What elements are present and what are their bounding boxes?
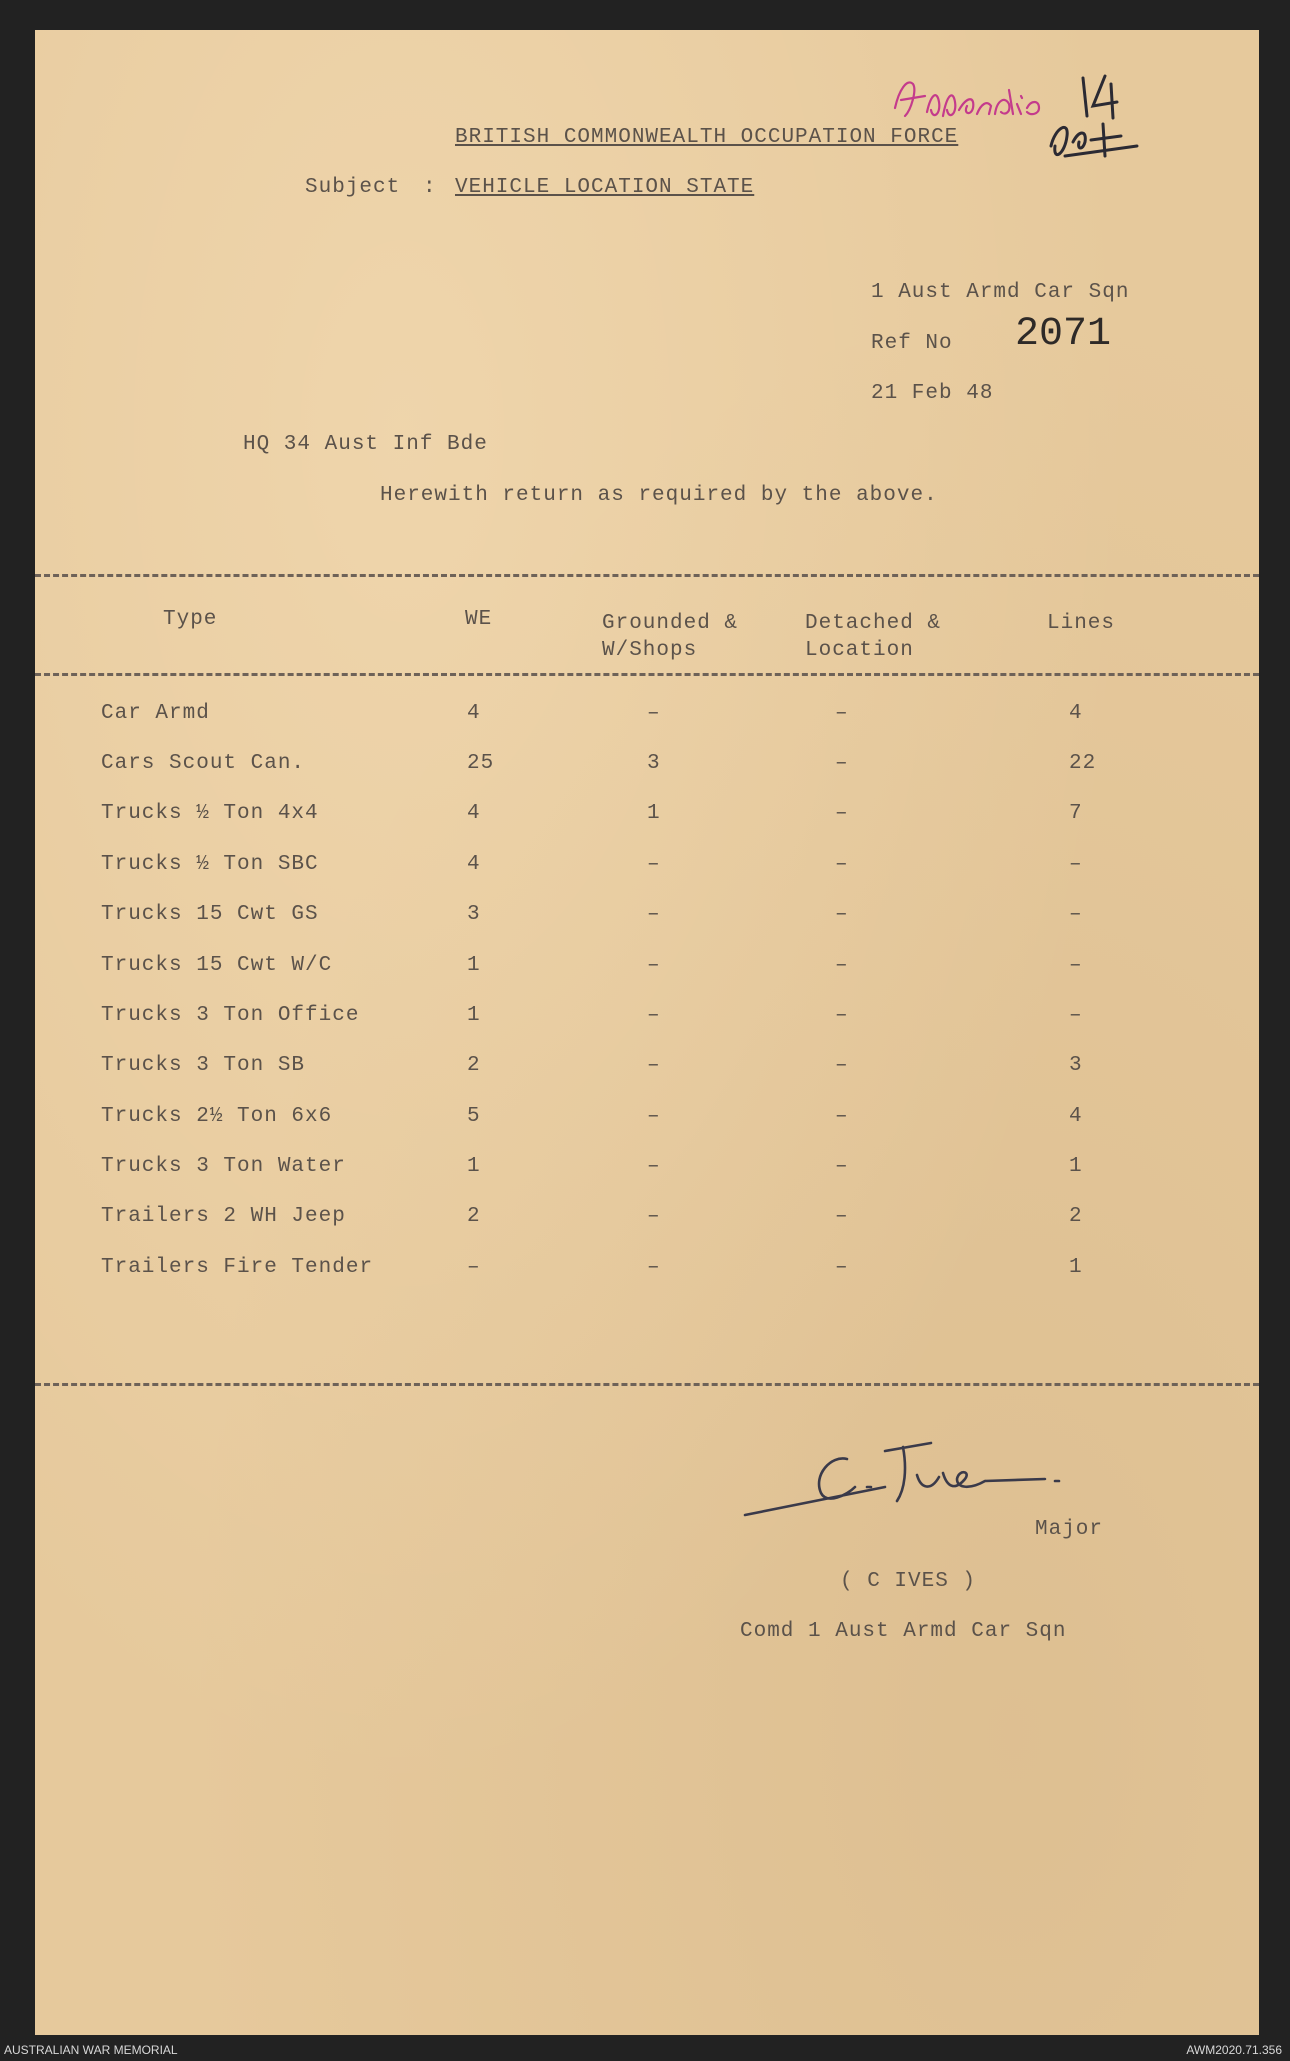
cell-we: 2	[467, 1205, 481, 1228]
table-row	[35, 1205, 1259, 1235]
cell-grounded: –	[647, 903, 661, 926]
table-row	[35, 954, 1259, 984]
subject-colon: :	[423, 176, 437, 199]
cell-we: 5	[467, 1105, 481, 1128]
cell-detached: –	[835, 1004, 849, 1027]
ref-number-stamp: 2071	[1015, 312, 1112, 357]
signatory-rank: Major	[1035, 1518, 1104, 1541]
cell-detached: –	[835, 752, 849, 775]
cell-type: Trailers Fire Tender	[101, 1256, 374, 1279]
cell-grounded: –	[647, 1004, 661, 1027]
ref-label: Ref No	[871, 332, 953, 355]
addressee: HQ 34 Aust Inf Bde	[243, 433, 488, 456]
cell-type: Trucks 2½ Ton 6x6	[101, 1105, 333, 1128]
cell-grounded: 1	[647, 802, 661, 825]
cell-we: 4	[467, 853, 481, 876]
cell-lines: 1	[1069, 1155, 1083, 1178]
sender-unit: 1 Aust Armd Car Sqn	[871, 281, 1130, 304]
cell-grounded: –	[647, 1205, 661, 1228]
cell-grounded: –	[647, 954, 661, 977]
cell-detached: –	[835, 1105, 849, 1128]
cell-detached: –	[835, 903, 849, 926]
cell-we: 1	[467, 954, 481, 977]
cell-we: 25	[467, 752, 495, 775]
cell-grounded: –	[647, 1054, 661, 1077]
table-row	[35, 1105, 1259, 1135]
table-bottom-rule	[35, 1383, 1259, 1386]
cell-type: Trucks ½ Ton SBC	[101, 853, 319, 876]
cell-type: Trucks 15 Cwt W/C	[101, 954, 333, 977]
document-date: 21 Feb 48	[871, 382, 994, 405]
cell-detached: –	[835, 802, 849, 825]
cell-type: Car Armd	[101, 702, 210, 725]
table-row	[35, 802, 1259, 832]
cell-grounded: –	[647, 1155, 661, 1178]
cell-lines: –	[1069, 954, 1083, 977]
table-row	[35, 1155, 1259, 1185]
cell-we: 1	[467, 1004, 481, 1027]
table-row	[35, 903, 1259, 933]
document-heading: BRITISH COMMONWEALTH OCCUPATION FORCE	[455, 126, 959, 149]
cell-detached: –	[835, 1155, 849, 1178]
signatory-appointment: Comd 1 Aust Armd Car Sqn	[740, 1620, 1067, 1643]
cell-grounded: –	[647, 1105, 661, 1128]
column-header-type: Type	[163, 608, 218, 631]
column-header-detached-line1: Detached &	[805, 612, 942, 635]
cell-detached: –	[835, 853, 849, 876]
cell-type: Cars Scout Can.	[101, 752, 306, 775]
cell-we: –	[467, 1256, 481, 1279]
cell-lines: 7	[1069, 802, 1083, 825]
cell-lines: –	[1069, 903, 1083, 926]
column-header-we: WE	[465, 608, 493, 631]
cell-lines: 4	[1069, 702, 1083, 725]
column-header-detached	[805, 610, 941, 664]
cell-we: 1	[467, 1155, 481, 1178]
cell-we: 2	[467, 1054, 481, 1077]
cell-detached: –	[835, 1205, 849, 1228]
cell-type: Trucks 3 Ton SB	[101, 1054, 306, 1077]
cell-lines: 3	[1069, 1054, 1083, 1077]
table-row	[35, 1004, 1259, 1034]
table-row	[35, 853, 1259, 883]
footer-institution: AUSTRALIAN WAR MEMORIAL	[4, 2043, 178, 2057]
column-header-grounded-line1: Grounded &	[602, 612, 739, 635]
cell-detached: –	[835, 1256, 849, 1279]
cell-detached: –	[835, 954, 849, 977]
cell-type: Trailers 2 WH Jeep	[101, 1205, 346, 1228]
document-page	[35, 30, 1259, 2035]
cell-grounded: –	[647, 853, 661, 876]
subject-label: Subject	[305, 176, 401, 199]
table-header-rule	[35, 673, 1259, 676]
cell-we: 3	[467, 903, 481, 926]
signatory-name: ( C IVES )	[840, 1570, 977, 1593]
cell-detached: –	[835, 702, 849, 725]
cell-type: Trucks 3 Ton Water	[101, 1155, 346, 1178]
cell-lines: 1	[1069, 1256, 1083, 1279]
cell-type: Trucks 3 Ton Office	[101, 1004, 360, 1027]
table-row	[35, 1256, 1259, 1286]
table-top-rule	[35, 574, 1259, 577]
covering-text: Herewith return as required by the above.	[380, 484, 938, 507]
cell-type: Trucks 15 Cwt GS	[101, 903, 319, 926]
cell-lines: –	[1069, 853, 1083, 876]
column-header-grounded-line2: W/Shops	[602, 639, 698, 662]
column-header-lines: Lines	[1047, 612, 1116, 635]
cell-lines: 2	[1069, 1205, 1083, 1228]
footer-accession-number: AWM2020.71.356	[1186, 2043, 1282, 2057]
table-row	[35, 1054, 1259, 1084]
cell-we: 4	[467, 702, 481, 725]
table-row	[35, 702, 1259, 732]
cell-grounded: –	[647, 1256, 661, 1279]
cell-type: Trucks ½ Ton 4x4	[101, 802, 319, 825]
column-header-detached-line2: Location	[805, 639, 914, 662]
column-header-grounded	[602, 610, 738, 664]
table-row	[35, 752, 1259, 782]
cell-grounded: –	[647, 702, 661, 725]
cell-lines: 4	[1069, 1105, 1083, 1128]
cell-lines: 22	[1069, 752, 1097, 775]
cell-grounded: 3	[647, 752, 661, 775]
cell-we: 4	[467, 802, 481, 825]
handwritten-annotation	[855, 50, 1175, 180]
cell-lines: –	[1069, 1004, 1083, 1027]
cell-detached: –	[835, 1054, 849, 1077]
subject-value: VEHICLE LOCATION STATE	[455, 176, 755, 199]
handwritten-signature	[735, 1425, 1155, 1525]
